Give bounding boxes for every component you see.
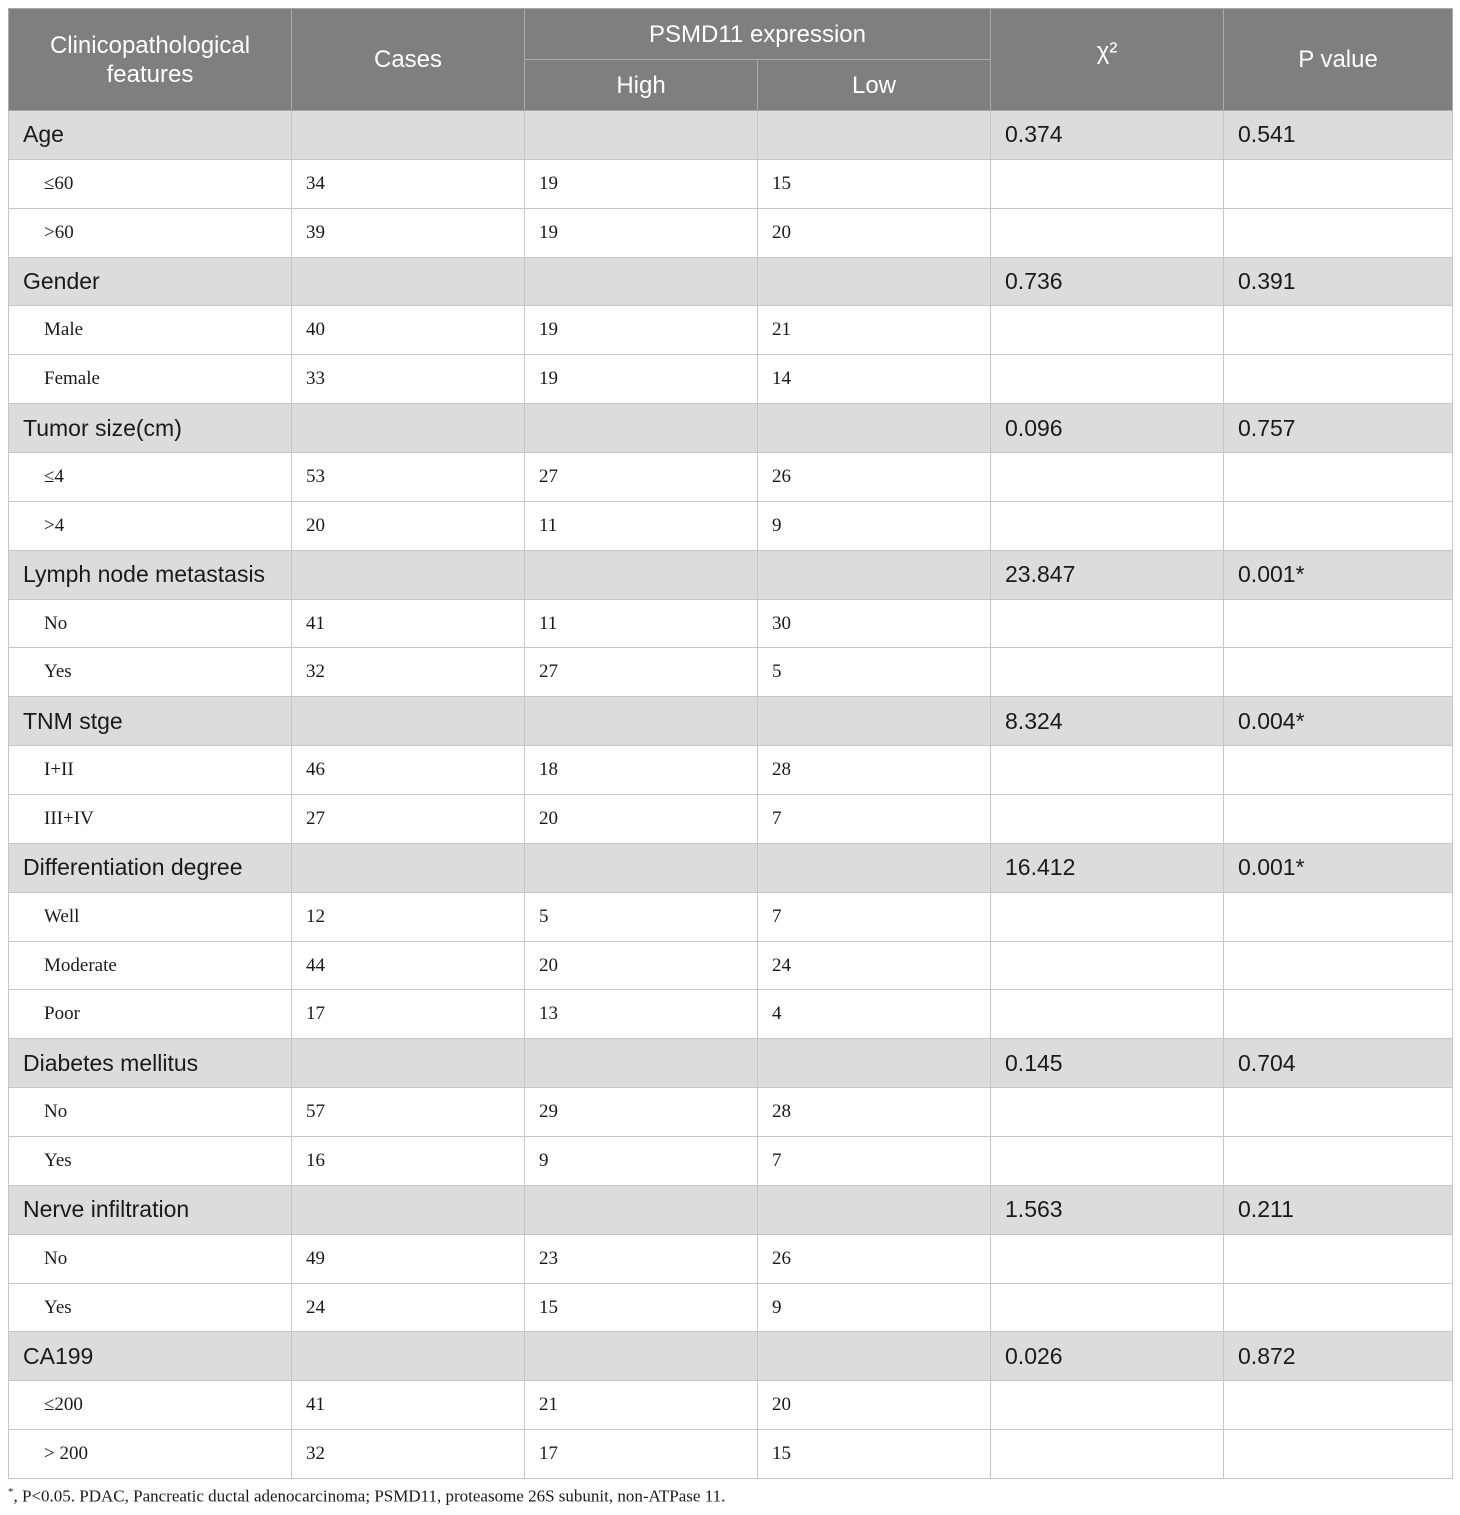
- high-value: 13: [525, 990, 758, 1039]
- empty-cell: [991, 208, 1224, 257]
- subgroup-label: Male: [9, 306, 292, 355]
- high-value: 11: [525, 501, 758, 550]
- chi-square-value: 0.026: [991, 1332, 1224, 1381]
- header-high: High: [525, 60, 758, 111]
- empty-cell: [758, 843, 991, 892]
- low-value: 28: [758, 1088, 991, 1137]
- empty-cell: [991, 1137, 1224, 1186]
- low-value: 30: [758, 599, 991, 648]
- low-value: 14: [758, 355, 991, 404]
- category-label: Diabetes mellitus: [9, 1039, 292, 1088]
- empty-cell: [292, 1185, 525, 1234]
- subgroup-label: Moderate: [9, 941, 292, 990]
- empty-cell: [525, 1332, 758, 1381]
- empty-cell: [758, 550, 991, 599]
- low-value: 7: [758, 1137, 991, 1186]
- header-features: Clinicopathological features: [9, 9, 292, 111]
- empty-cell: [991, 941, 1224, 990]
- empty-cell: [1224, 306, 1453, 355]
- empty-cell: [991, 599, 1224, 648]
- footnote-text: , P<0.05. PDAC, Pancreatic ductal adenocarcinoma; PSMD11, proteasome 26S subunit, non-ATPase 11.: [13, 1486, 726, 1506]
- category-row: [9, 111, 1453, 160]
- subgroup-label: I+II: [9, 746, 292, 795]
- table-row: [9, 159, 1453, 208]
- empty-cell: [525, 257, 758, 306]
- chi-square-value: 0.096: [991, 404, 1224, 453]
- empty-cell: [1224, 1234, 1453, 1283]
- subgroup-label: Yes: [9, 1137, 292, 1186]
- high-value: 19: [525, 306, 758, 355]
- table-row: [9, 1137, 1453, 1186]
- table-row: [9, 892, 1453, 941]
- low-value: 20: [758, 1381, 991, 1430]
- high-value: 11: [525, 599, 758, 648]
- high-value: 29: [525, 1088, 758, 1137]
- header-cases: Cases: [292, 9, 525, 111]
- p-value: 0.004*: [1224, 697, 1453, 746]
- table-header: [9, 9, 1453, 111]
- subgroup-label: III+IV: [9, 795, 292, 844]
- category-label: Nerve infiltration: [9, 1185, 292, 1234]
- cases-value: 16: [292, 1137, 525, 1186]
- empty-cell: [292, 550, 525, 599]
- category-label: TNM stge: [9, 697, 292, 746]
- p-value: 0.211: [1224, 1185, 1453, 1234]
- subgroup-label: ≤60: [9, 159, 292, 208]
- empty-cell: [991, 1234, 1224, 1283]
- empty-cell: [991, 355, 1224, 404]
- category-row: [9, 1185, 1453, 1234]
- subgroup-label: > 200: [9, 1430, 292, 1479]
- table-row: [9, 453, 1453, 502]
- high-value: 18: [525, 746, 758, 795]
- chi-square-value: 16.412: [991, 843, 1224, 892]
- cases-value: 44: [292, 941, 525, 990]
- empty-cell: [758, 404, 991, 453]
- low-value: 9: [758, 1283, 991, 1332]
- empty-cell: [292, 1039, 525, 1088]
- category-row: [9, 1039, 1453, 1088]
- category-label: CA199: [9, 1332, 292, 1381]
- low-value: 9: [758, 501, 991, 550]
- empty-cell: [991, 159, 1224, 208]
- high-value: 17: [525, 1430, 758, 1479]
- table-body: [9, 111, 1453, 1479]
- high-value: 27: [525, 453, 758, 502]
- low-value: 15: [758, 1430, 991, 1479]
- low-value: 21: [758, 306, 991, 355]
- subgroup-label: >60: [9, 208, 292, 257]
- low-value: 24: [758, 941, 991, 990]
- cases-value: 34: [292, 159, 525, 208]
- cases-value: 20: [292, 501, 525, 550]
- empty-cell: [1224, 208, 1453, 257]
- empty-cell: [1224, 1137, 1453, 1186]
- category-row: [9, 843, 1453, 892]
- empty-cell: [525, 1185, 758, 1234]
- high-value: 19: [525, 159, 758, 208]
- high-value: 9: [525, 1137, 758, 1186]
- cases-value: 41: [292, 599, 525, 648]
- subgroup-label: Poor: [9, 990, 292, 1039]
- empty-cell: [292, 1332, 525, 1381]
- empty-cell: [991, 648, 1224, 697]
- empty-cell: [991, 1430, 1224, 1479]
- category-label: Age: [9, 111, 292, 160]
- cases-value: 46: [292, 746, 525, 795]
- high-value: 23: [525, 1234, 758, 1283]
- high-value: 21: [525, 1381, 758, 1430]
- cases-value: 49: [292, 1234, 525, 1283]
- p-value: 0.757: [1224, 404, 1453, 453]
- empty-cell: [758, 1039, 991, 1088]
- empty-cell: [1224, 648, 1453, 697]
- empty-cell: [525, 404, 758, 453]
- empty-cell: [758, 1332, 991, 1381]
- table-row: [9, 1430, 1453, 1479]
- table-row: [9, 941, 1453, 990]
- footnote: [8, 1486, 725, 1507]
- empty-cell: [1224, 1088, 1453, 1137]
- table-row: [9, 1381, 1453, 1430]
- category-label: Tumor size(cm): [9, 404, 292, 453]
- chi-square-value: 8.324: [991, 697, 1224, 746]
- p-value: 0.001*: [1224, 550, 1453, 599]
- clinicopathological-table: [8, 8, 1453, 1479]
- empty-cell: [1224, 501, 1453, 550]
- high-value: 27: [525, 648, 758, 697]
- empty-cell: [991, 453, 1224, 502]
- cases-value: 32: [292, 648, 525, 697]
- empty-cell: [525, 697, 758, 746]
- cases-value: 24: [292, 1283, 525, 1332]
- low-value: 5: [758, 648, 991, 697]
- empty-cell: [991, 892, 1224, 941]
- subgroup-label: Yes: [9, 1283, 292, 1332]
- empty-cell: [991, 1088, 1224, 1137]
- header-p-value: P value: [1224, 9, 1453, 111]
- cases-value: 27: [292, 795, 525, 844]
- empty-cell: [758, 697, 991, 746]
- table-row: [9, 648, 1453, 697]
- empty-cell: [1224, 941, 1453, 990]
- subgroup-label: Well: [9, 892, 292, 941]
- p-value: 0.872: [1224, 1332, 1453, 1381]
- empty-cell: [1224, 355, 1453, 404]
- empty-cell: [292, 697, 525, 746]
- high-value: 5: [525, 892, 758, 941]
- empty-cell: [1224, 453, 1453, 502]
- high-value: 19: [525, 355, 758, 404]
- subgroup-label: ≤4: [9, 453, 292, 502]
- empty-cell: [1224, 795, 1453, 844]
- high-value: 20: [525, 795, 758, 844]
- cases-value: 41: [292, 1381, 525, 1430]
- empty-cell: [991, 306, 1224, 355]
- subgroup-label: Yes: [9, 648, 292, 697]
- empty-cell: [292, 843, 525, 892]
- high-value: 15: [525, 1283, 758, 1332]
- empty-cell: [292, 404, 525, 453]
- subgroup-label: No: [9, 1234, 292, 1283]
- empty-cell: [525, 1039, 758, 1088]
- p-value: 0.001*: [1224, 843, 1453, 892]
- empty-cell: [292, 111, 525, 160]
- table-row: [9, 990, 1453, 1039]
- empty-cell: [1224, 1381, 1453, 1430]
- cases-value: 40: [292, 306, 525, 355]
- empty-cell: [1224, 990, 1453, 1039]
- empty-cell: [758, 257, 991, 306]
- empty-cell: [758, 111, 991, 160]
- cases-value: 57: [292, 1088, 525, 1137]
- empty-cell: [525, 843, 758, 892]
- low-value: 26: [758, 453, 991, 502]
- table-row: [9, 1234, 1453, 1283]
- table-row: [9, 355, 1453, 404]
- empty-cell: [1224, 1430, 1453, 1479]
- table-row: [9, 1088, 1453, 1137]
- cases-value: 17: [292, 990, 525, 1039]
- high-value: 19: [525, 208, 758, 257]
- low-value: 26: [758, 1234, 991, 1283]
- chi-square-value: 0.736: [991, 257, 1224, 306]
- subgroup-label: Female: [9, 355, 292, 404]
- table-row: [9, 501, 1453, 550]
- empty-cell: [525, 111, 758, 160]
- empty-cell: [991, 746, 1224, 795]
- table-row: [9, 1283, 1453, 1332]
- table-row: [9, 208, 1453, 257]
- subgroup-label: ≤200: [9, 1381, 292, 1430]
- low-value: 7: [758, 892, 991, 941]
- empty-cell: [1224, 599, 1453, 648]
- empty-cell: [991, 1283, 1224, 1332]
- table-row: [9, 599, 1453, 648]
- chi-square-value: 0.374: [991, 111, 1224, 160]
- header-low: Low: [758, 60, 991, 111]
- empty-cell: [991, 1381, 1224, 1430]
- empty-cell: [991, 990, 1224, 1039]
- category-row: [9, 550, 1453, 599]
- chi-square-value: 0.145: [991, 1039, 1224, 1088]
- low-value: 28: [758, 746, 991, 795]
- low-value: 4: [758, 990, 991, 1039]
- cases-value: 12: [292, 892, 525, 941]
- subgroup-label: No: [9, 1088, 292, 1137]
- category-row: [9, 404, 1453, 453]
- header-chi-square: χ²: [991, 9, 1224, 111]
- empty-cell: [1224, 892, 1453, 941]
- low-value: 20: [758, 208, 991, 257]
- empty-cell: [292, 257, 525, 306]
- category-row: [9, 697, 1453, 746]
- chi-square-value: 1.563: [991, 1185, 1224, 1234]
- cases-value: 32: [292, 1430, 525, 1479]
- category-label: Lymph node metastasis: [9, 550, 292, 599]
- high-value: 20: [525, 941, 758, 990]
- p-value: 0.541: [1224, 111, 1453, 160]
- low-value: 7: [758, 795, 991, 844]
- empty-cell: [1224, 746, 1453, 795]
- header-psmd11-expression: PSMD11 expression: [525, 9, 991, 60]
- category-label: Differentiation degree: [9, 843, 292, 892]
- table-row: [9, 746, 1453, 795]
- cases-value: 39: [292, 208, 525, 257]
- cases-value: 33: [292, 355, 525, 404]
- footnote-mark: *: [8, 1486, 14, 1498]
- empty-cell: [525, 550, 758, 599]
- empty-cell: [758, 1185, 991, 1234]
- p-value: 0.704: [1224, 1039, 1453, 1088]
- table-row: [9, 306, 1453, 355]
- table-row: [9, 795, 1453, 844]
- category-row: [9, 1332, 1453, 1381]
- empty-cell: [991, 501, 1224, 550]
- p-value: 0.391: [1224, 257, 1453, 306]
- chi-square-value: 23.847: [991, 550, 1224, 599]
- subgroup-label: >4: [9, 501, 292, 550]
- cases-value: 53: [292, 453, 525, 502]
- category-row: [9, 257, 1453, 306]
- category-label: Gender: [9, 257, 292, 306]
- empty-cell: [1224, 159, 1453, 208]
- empty-cell: [1224, 1283, 1453, 1332]
- subgroup-label: No: [9, 599, 292, 648]
- low-value: 15: [758, 159, 991, 208]
- empty-cell: [991, 795, 1224, 844]
- header-row-top: [9, 9, 1453, 60]
